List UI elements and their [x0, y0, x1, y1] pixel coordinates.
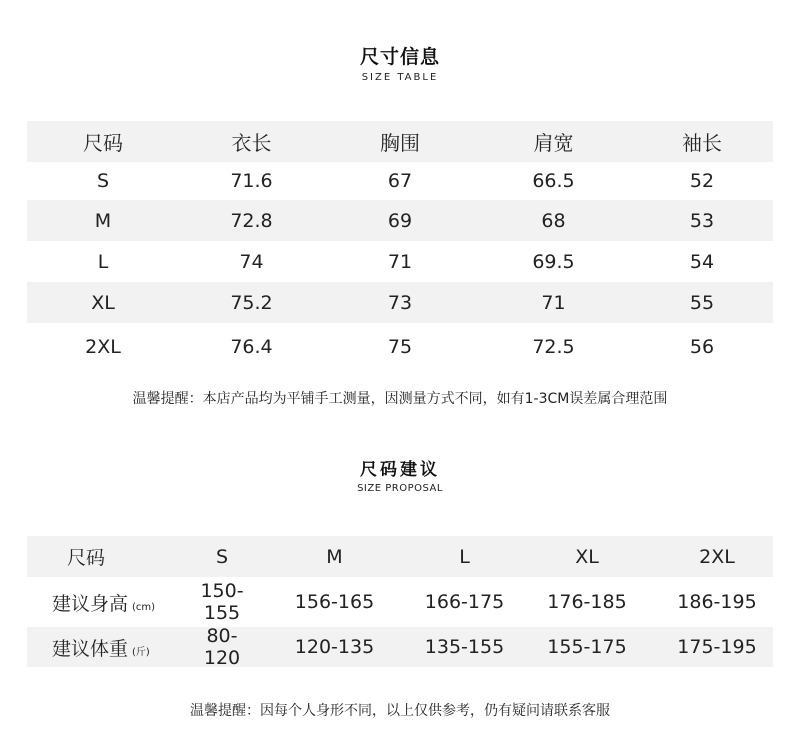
- proposal-size-xl: XL: [575, 545, 599, 568]
- cell-size: M: [94, 209, 112, 232]
- proposal-size-m: M: [326, 545, 343, 568]
- cell-sleeve: 55: [689, 291, 715, 314]
- table-row: [27, 200, 773, 241]
- proposal-size-l: L: [459, 545, 470, 568]
- cell-size: S: [96, 170, 110, 192]
- cell-chest: 73: [387, 291, 413, 314]
- weight-row: [27, 627, 773, 667]
- table-row: [27, 162, 773, 200]
- weight-label: [27, 634, 192, 661]
- height-value: 150-155: [200, 580, 244, 624]
- height-unit: (cm): [132, 601, 156, 613]
- cell-sleeve: 54: [689, 250, 715, 273]
- header-length: 衣长: [231, 131, 272, 155]
- cell-shoulder: 68: [541, 209, 566, 232]
- weight-value: 120-135: [294, 636, 375, 658]
- weight-value: 135-155: [424, 636, 505, 658]
- table-row: [27, 282, 773, 323]
- header-size: 尺码: [83, 131, 123, 155]
- cell-size: XL: [91, 291, 115, 314]
- cell-length: 72.8: [230, 209, 273, 232]
- cell-chest: 71: [387, 250, 413, 273]
- cell-sleeve: 56: [689, 336, 715, 358]
- header-sleeve: 袖长: [682, 131, 722, 155]
- cell-length: 74: [239, 250, 264, 273]
- cell-chest: 69: [387, 209, 413, 232]
- size-proposal-table: [27, 536, 773, 667]
- size-proposal-title-en: SIZE PROPOSAL: [357, 483, 443, 494]
- cell-shoulder: 69.5: [532, 250, 575, 273]
- cell-size: L: [97, 250, 109, 273]
- cell-chest: 75: [387, 336, 413, 358]
- cell-shoulder: 72.5: [532, 336, 575, 358]
- height-value: 176-185: [547, 591, 627, 613]
- cell-length: 76.4: [230, 336, 273, 358]
- cell-shoulder: 71: [541, 291, 566, 314]
- weight-unit: (斤): [132, 646, 150, 658]
- table-row: [27, 241, 773, 282]
- height-label-text: 建议身高: [52, 592, 129, 615]
- size-table-header-row: [27, 121, 773, 162]
- header-shoulder: 肩宽: [533, 131, 574, 155]
- proposal-size-s: S: [215, 545, 229, 568]
- size-proposal-note: 温馨提醒：因每个人身形不同，以上仅供参考，仍有疑问请联系客服: [190, 703, 610, 719]
- size-proposal-title: [0, 455, 800, 494]
- header-chest: 胸围: [380, 131, 420, 155]
- height-value: 166-175: [424, 591, 505, 613]
- size-table-title-en: SIZE TABLE: [361, 72, 439, 83]
- cell-sleeve: 52: [689, 170, 715, 192]
- weight-value: 155-175: [547, 636, 627, 658]
- size-table-title: [0, 42, 800, 83]
- proposal-header-row: [27, 536, 773, 577]
- table-row: [27, 323, 773, 371]
- size-table-note: 温馨提醒：本店产品均为平铺手工测量，因测量方式不同，如有1-3CM误差属合理范围: [132, 391, 668, 407]
- cell-shoulder: 66.5: [532, 170, 575, 192]
- proposal-header-label: 尺码: [67, 547, 106, 569]
- size-table: [27, 121, 773, 371]
- height-value: 156-165: [294, 591, 375, 613]
- height-value: 186-195: [677, 591, 757, 613]
- weight-value: 175-195: [677, 636, 757, 658]
- size-proposal-title-cn: 尺码建议: [360, 460, 440, 480]
- cell-sleeve: 53: [689, 209, 715, 232]
- weight-value: 80-120: [203, 625, 241, 669]
- cell-length: 75.2: [230, 291, 273, 314]
- size-table-title-cn: 尺寸信息: [359, 46, 440, 68]
- cell-chest: 67: [387, 170, 413, 192]
- height-row: [27, 577, 773, 627]
- cell-length: 71.6: [230, 170, 273, 192]
- proposal-size-2xl: 2XL: [699, 545, 735, 568]
- height-label: [27, 589, 192, 616]
- weight-label-text: 建议体重: [52, 637, 129, 660]
- cell-size: 2XL: [85, 336, 121, 358]
